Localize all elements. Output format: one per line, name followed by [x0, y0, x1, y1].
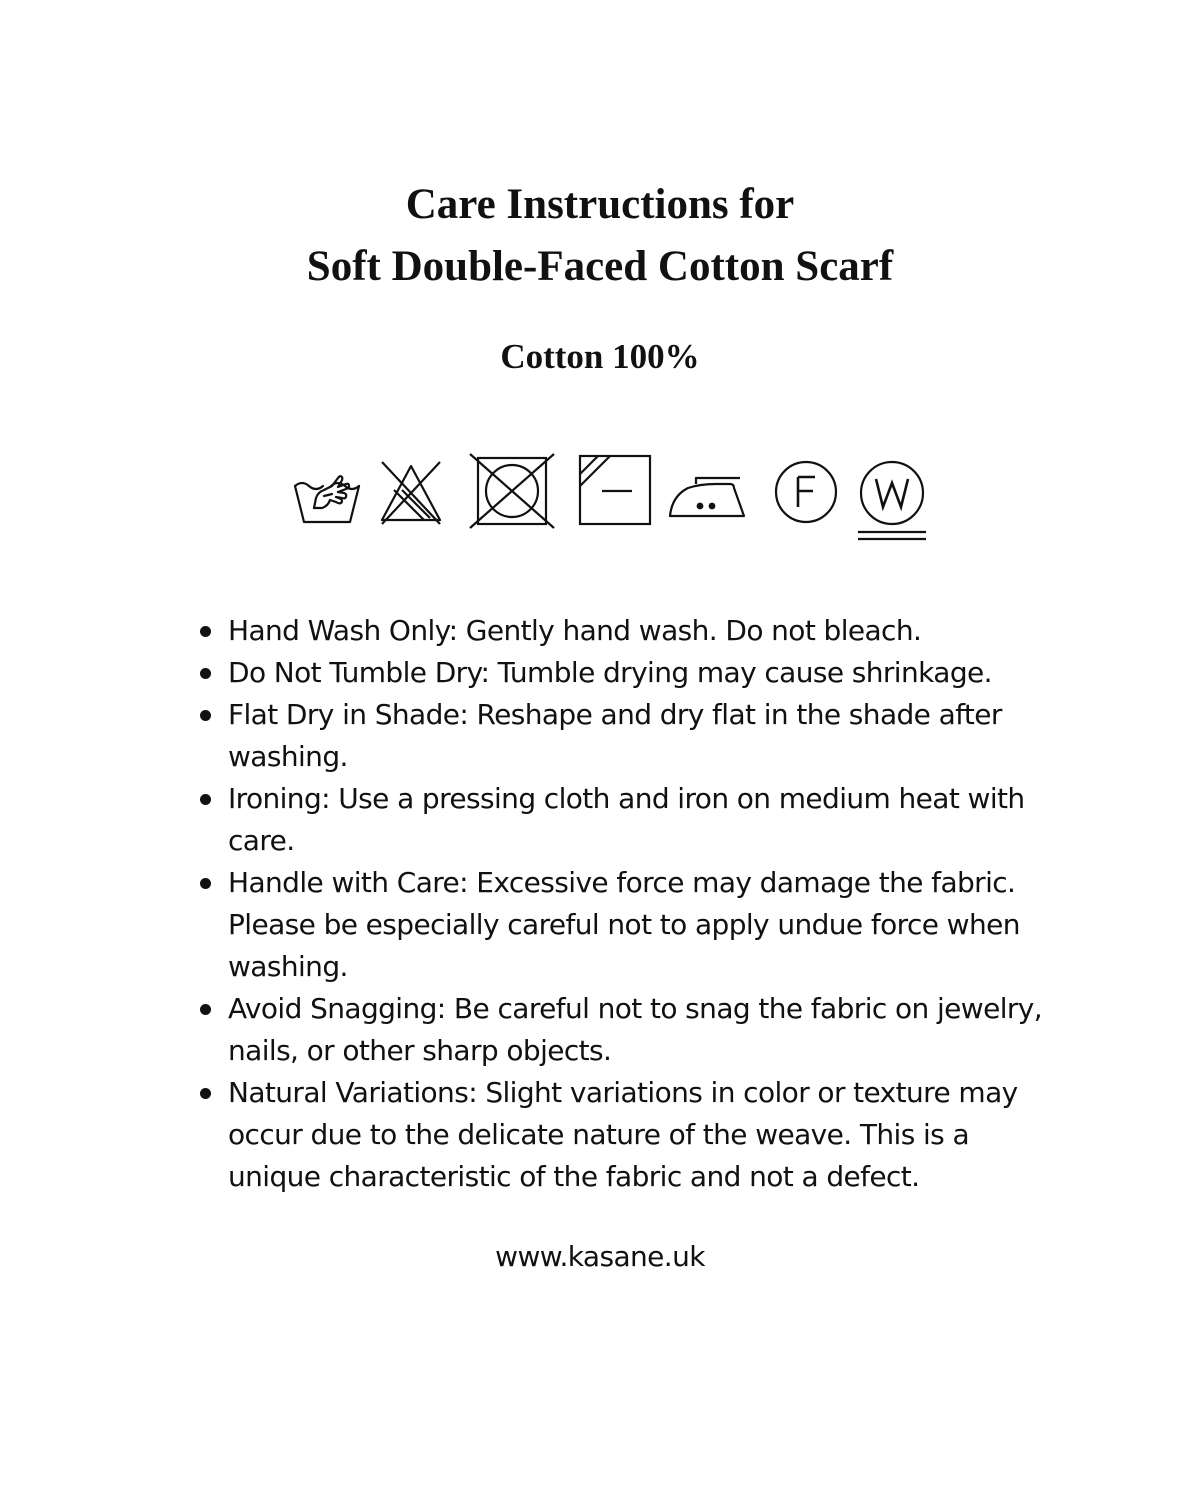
care-instructions-list	[200, 610, 1060, 1198]
title-line-2: Soft Double-Faced Cotton Scarf	[306, 243, 894, 290]
instruction-text: Natural Variations: Slight variations in color or texture may occur due to the delicate nature of the weave. This is a unique characteristic of the fabric and not a defect.	[228, 1076, 1018, 1193]
instruction-text: Avoid Snagging: Be careful not to snag the fabric on jewelry, nails, or other sharp objects.	[228, 992, 1043, 1067]
bullet-icon	[200, 794, 211, 805]
instruction-text: Do Not Tumble Dry: Tumble drying may cause shrinkage.	[228, 656, 992, 689]
instruction-text: Ironing: Use a pressing cloth and iron on medium heat with care.	[228, 782, 1025, 857]
care-symbols	[0, 448, 1200, 548]
instruction-text: Flat Dry in Shade: Reshape and dry flat in the shade after washing.	[228, 698, 1002, 773]
instruction-text: Hand Wash Only: Gently hand wash. Do not bleach.	[228, 614, 922, 647]
list-item	[200, 1072, 1060, 1198]
bullet-icon	[200, 668, 211, 679]
composition: Cotton 100%	[500, 337, 700, 376]
bullet-icon	[200, 710, 211, 721]
do-not-bleach-icon	[378, 462, 444, 524]
list-item	[200, 988, 1060, 1072]
bullet-icon	[200, 878, 211, 889]
website-url: www.kasane.uk	[495, 1240, 705, 1273]
title-line-1: Care Instructions for	[405, 181, 795, 228]
list-item	[200, 652, 1060, 694]
professional-wet-clean-w-icon	[856, 458, 928, 544]
list-item	[200, 694, 1060, 778]
dry-flat-in-shade-icon	[578, 454, 652, 526]
list-item	[200, 610, 1060, 652]
do-not-tumble-dry-icon	[469, 454, 555, 528]
hand-wash-icon	[292, 468, 362, 528]
iron-medium-heat-icon	[666, 474, 748, 520]
list-item	[200, 862, 1060, 988]
list-item	[200, 778, 1060, 862]
bullet-icon	[200, 1088, 211, 1099]
professional-dry-clean-f-icon	[774, 460, 838, 524]
bullet-icon	[200, 626, 211, 637]
bullet-icon	[200, 1004, 211, 1015]
instruction-text: Handle with Care: Excessive force may damage the fabric. Please be especially careful not to apply undue force when washing.	[228, 866, 1020, 983]
